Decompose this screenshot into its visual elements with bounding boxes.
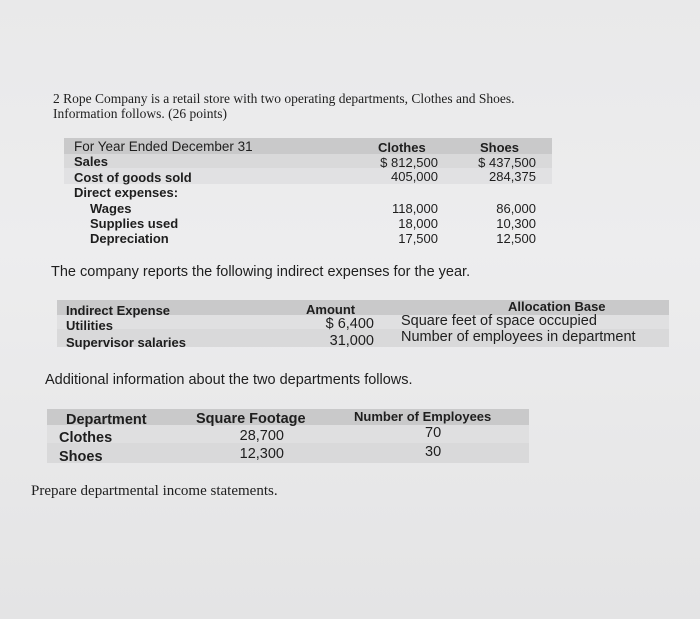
table3-row-department: Shoes (59, 449, 103, 465)
table1-cell-clothes: 17,500 (398, 231, 438, 246)
table3-band-shoes (47, 443, 529, 463)
table1-row-label: Direct expenses: (74, 185, 179, 200)
problem-text-line-2: Information follows. (26 points) (53, 106, 227, 121)
indirect-expenses-intro: The company reports the following indirect expenses for the year. (51, 264, 471, 280)
table2-col-expense: Indirect Expense (66, 303, 171, 318)
table1-row-label: Sales (74, 154, 108, 169)
table1-cell-clothes: 118,000 (391, 201, 438, 216)
table1-row-label: Depreciation (90, 231, 169, 246)
table1-cell-clothes: 405,000 (391, 169, 438, 184)
table2-col-base: Allocation Base (508, 299, 606, 314)
table2-col-amount: Amount (306, 302, 356, 317)
instruction-text: Prepare departmental income statements. (31, 483, 278, 499)
table3-row-employees: 30 (425, 444, 442, 460)
table2-row-expense: Supervisor salaries (66, 335, 186, 350)
table1-cell-clothes: 18,000 (398, 216, 438, 231)
table3-col-employees: Number of Employees (354, 409, 492, 424)
table1-cell-shoes: $ 437,500 (478, 155, 536, 170)
table2-row-amount: $ 6,400 (325, 316, 374, 332)
table3-row-sqft: 12,300 (239, 446, 284, 462)
table1-cell-shoes: 284,375 (489, 169, 536, 184)
table2-row-amount: 31,000 (329, 333, 374, 349)
table1-row-label: Cost of goods sold (74, 170, 192, 185)
table1-cell-shoes: 10,300 (496, 216, 536, 231)
table1-cell-clothes: $ 812,500 (380, 155, 438, 170)
table1-row-label: Wages (90, 201, 132, 216)
table1-row-label: Supplies used (90, 216, 179, 231)
table2-row-base: Number of employees in department (401, 329, 636, 345)
table3-col-department: Department (66, 412, 147, 428)
table2-row-expense: Utilities (66, 318, 113, 333)
table1-col-shoes: Shoes (480, 140, 520, 155)
table3-row-employees: 70 (425, 425, 442, 441)
table3-row-department: Clothes (59, 430, 113, 446)
additional-info-intro: Additional information about the two departments follows. (45, 372, 413, 388)
table2-row-base: Square feet of space occupied (401, 313, 597, 329)
problem-text-line-1: 2 Rope Company is a retail store with two operating departments, Clothes and Shoes. (53, 91, 515, 106)
table1-header-label: For Year Ended December 31 (74, 139, 253, 154)
table3-row-sqft: 28,700 (239, 428, 284, 444)
table1-cell-shoes: 12,500 (496, 231, 536, 246)
table3-col-sqft: Square Footage (196, 411, 306, 427)
table1-col-clothes: Clothes (378, 140, 426, 155)
table1-cell-shoes: 86,000 (496, 201, 536, 216)
